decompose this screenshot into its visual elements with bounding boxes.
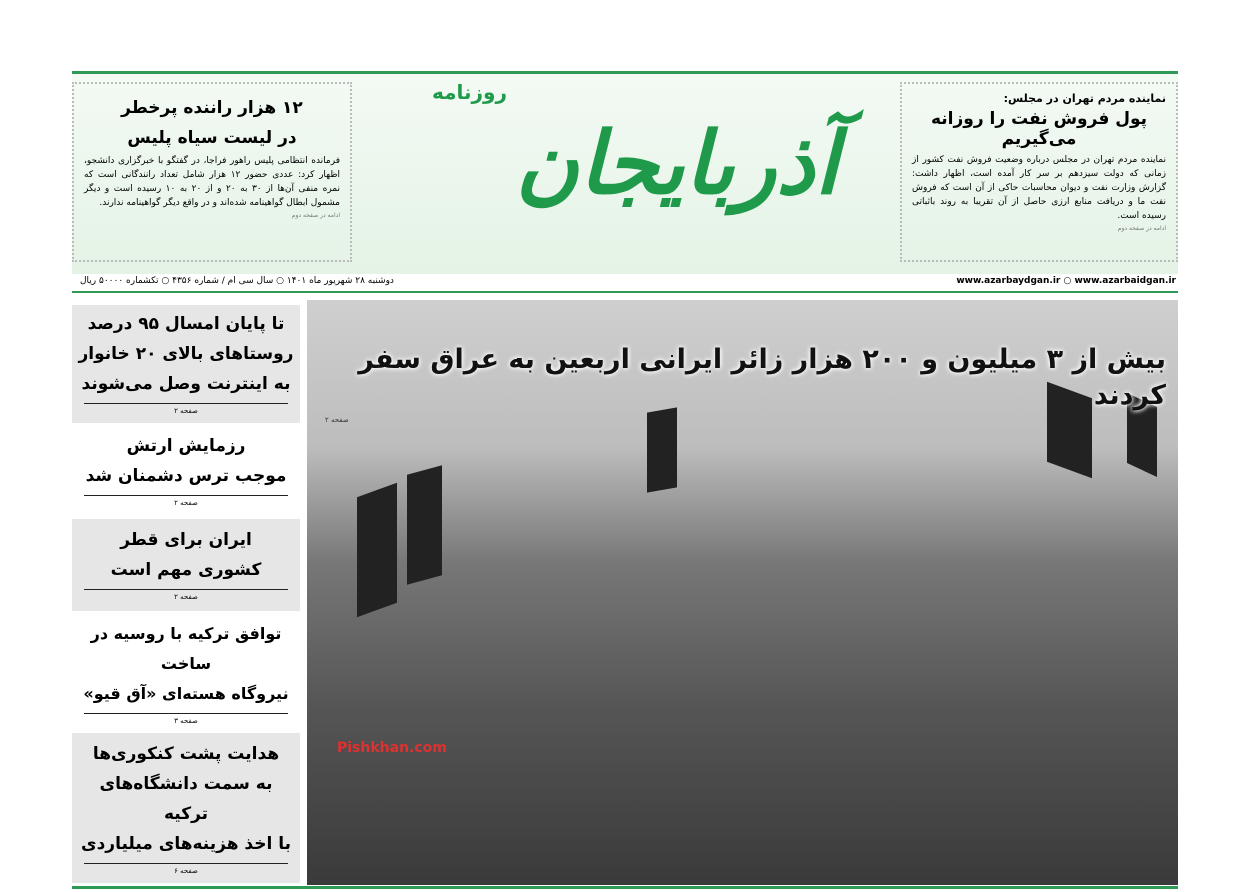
website-links[interactable]: www.azarbaydgan.ir ○ www.azarbaidgan.ir xyxy=(956,276,1176,286)
page-ref: صفحه ۲ xyxy=(84,495,288,509)
headline-line: هدایت پشت کنکوری‌ها xyxy=(92,744,280,764)
teaser-kicker: نماینده مردم تهران در مجلس: xyxy=(1003,92,1166,105)
right-teaser-box[interactable] xyxy=(900,82,1178,262)
logo-title: آذربایجان xyxy=(515,113,839,214)
headline-line: توافق ترکیه با روسیه در ساخت xyxy=(90,624,282,673)
sidebar-headlines xyxy=(72,305,300,883)
continued-note: ادامه در صفحه دوم xyxy=(1117,225,1166,232)
bottom-rule xyxy=(72,886,1178,889)
sidebar-item[interactable] xyxy=(72,519,300,611)
teaser-headline: پول فروش نفت را روزانه می‌گیریم xyxy=(930,109,1148,149)
page-ref: صفحه ۲ xyxy=(84,589,288,603)
left-teaser-box[interactable] xyxy=(72,82,352,262)
logo-subtitle: روزنامه xyxy=(432,80,507,104)
headline-line: موجب ترس دشمنان شد xyxy=(85,466,287,486)
page-ref: صفحه ۲ xyxy=(84,403,288,417)
masthead xyxy=(72,74,1178,274)
newspaper-logo xyxy=(412,74,942,284)
headline-line: کشوری مهم است xyxy=(110,560,262,580)
flag-shape xyxy=(407,465,442,584)
sidebar-item[interactable] xyxy=(72,733,300,883)
sidebar-item[interactable] xyxy=(72,423,300,519)
headline-line: روستاهای بالای ۲۰ خانوار xyxy=(78,344,294,364)
sidebar-item[interactable] xyxy=(72,611,300,733)
headline-line: به اینترنت وصل می‌شوند xyxy=(81,374,291,394)
teaser-headline: در لیست سیاه پلیس xyxy=(127,128,297,148)
headline-line: با اخذ هزینه‌های میلیاردی xyxy=(81,834,291,854)
headline-line: به سمت دانشگاه‌های ترکیه xyxy=(99,774,273,824)
headline-line: ایران برای قطر xyxy=(120,530,252,550)
headline-line: تا پایان امسال ۹۵ درصد xyxy=(87,314,285,334)
sidebar-item[interactable] xyxy=(72,305,300,423)
headline-line: نیروگاه هسته‌ای «آق قیو» xyxy=(83,684,289,703)
lead-headline[interactable]: بیش از ۳ میلیون و ۲۰۰ هزار زائر ایرانی اربعین به عراق سفر کردند xyxy=(358,344,1166,411)
teaser-headline: ۱۲ هزار راننده پرخطر xyxy=(121,98,303,118)
teaser-body: فرمانده انتظامی پلیس راهور فراجا، در گفتگو با خبرگزاری دانشجو، اظهار کرد: عددی حضور ۱۲ هزار شامل تعداد رانندگانی است که نمره منفی آن‌ها از ۳۰ به ۲۰ و از ۲۰ به ۱۰ رسیده است و دیگر مشمول ابطال گواهینامه شده‌اند و در واقع دیگر گواهینامه ندارند. xyxy=(84,156,340,208)
page-ref: صفحه ۲ xyxy=(325,416,349,424)
page-ref: صفحه ۳ xyxy=(84,713,288,727)
flag-shape xyxy=(357,483,397,618)
lead-headline-block xyxy=(319,342,1166,424)
page-ref: صفحه ۶ xyxy=(84,863,288,877)
continued-note: ادامه در صفحه دوم xyxy=(291,212,340,219)
header-rule xyxy=(72,291,1178,293)
lead-photo[interactable] xyxy=(307,300,1178,885)
teaser-body: نماینده مردم تهران در مجلس درباره وضعیت فروش نفت کشور از زمانی که دولت سیزدهم بر سر کار آمده است، اظهار داشت: گزارش وزارت نفت و دیوان محاسبات حاکی از آن است که فروش نفت ما و دریافت منابع ارزی حاصل از آن تقریبا به روند باثباتی رسیده است. xyxy=(912,155,1166,221)
headline-line: رزمایش ارتش xyxy=(126,436,246,456)
dateline: دوشنبه ۲۸ شهریور ماه ۱۴۰۱ ○ سال سی ام / شماره ۴۳۵۶ ○ تکشماره ۵۰۰۰۰ ریال xyxy=(80,276,394,286)
watermark: Pishkhan.com xyxy=(337,740,447,756)
